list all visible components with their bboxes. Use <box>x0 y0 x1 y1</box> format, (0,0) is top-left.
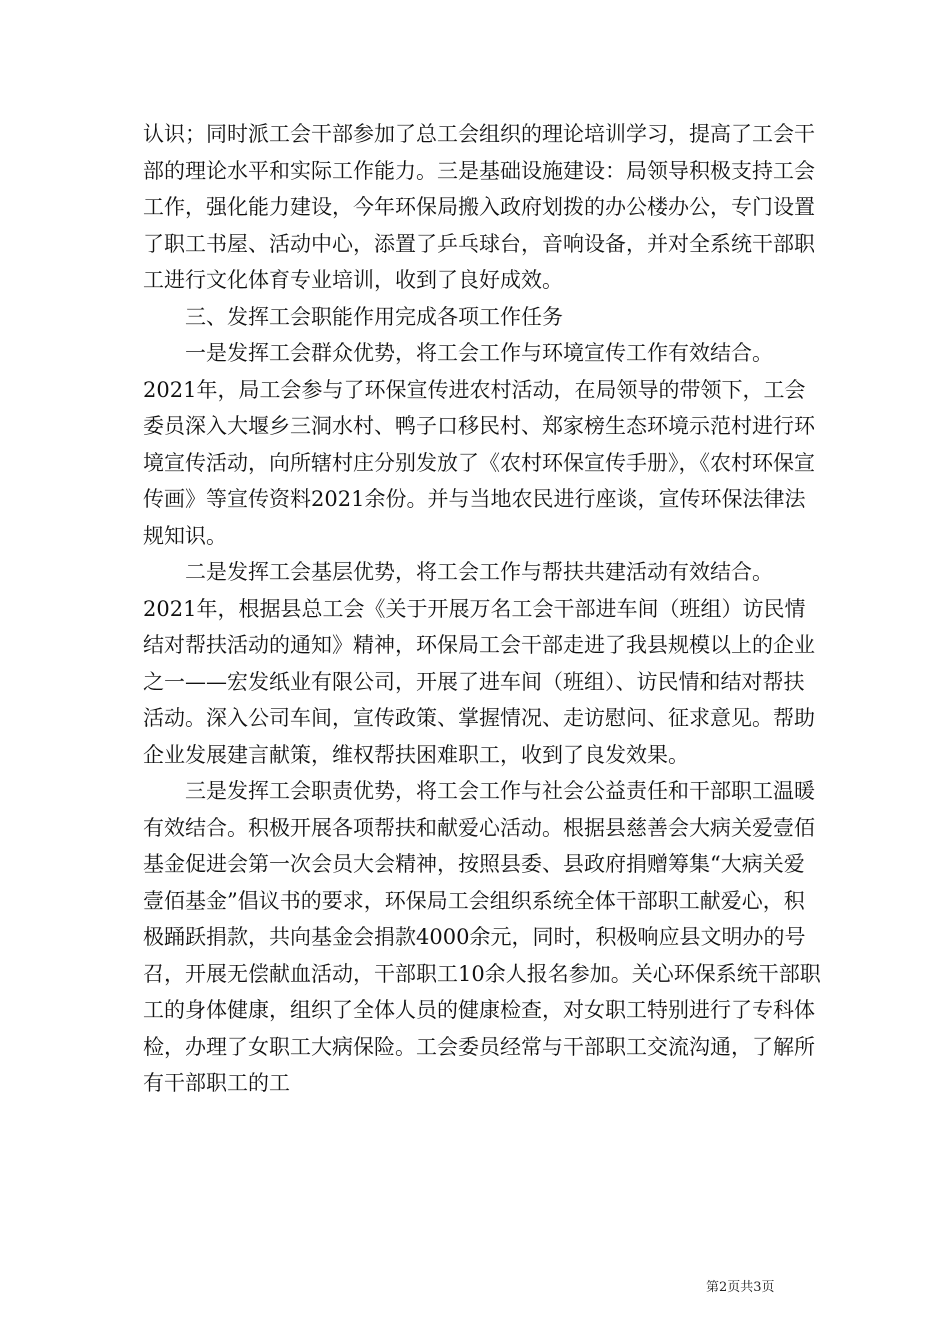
paragraph-infrastructure: 认识；同时派工会干部参加了总工会组织的理论培训学习，提高了工会干部的理论水平和实际工作能力。三是基础设施建设：局领导积极支持工会工作，强化能力建设，今年环保局搬入政府划拨的办公楼办公，专门设置了职工书屋、活动中心，添置了乒乓球台，音响设备，并对全系统干部职工进行文化体育专业培训，收到了良好成效。 <box>143 122 815 292</box>
paragraph-duty-advantage: 三是发挥工会职责优势，将工会工作与社会公益责任和干部职工温暖有效结合。积极开展各项帮扶和献爱心活动。根据县慈善会大病关爱壹佰基金促进会第一次会员大会精神，按照县委、县政府捐赠筹集“大病关爱壹佰基金”倡议书的要求，环保局工会组织系统全体干部职工献爱心，积极踊跃捐款，共向基金会捐款4000余元，同时，积极响应县文明办的号召，开展无偿献血活动，干部职工10余人报名参加。关心环保系统干部职工的身体健康，组织了全体人员的健康检查，对女职工特别进行了专科体检，办理了女职工大病保险。工会委员经常与干部职工交流沟通，了解所有干部职工的工 <box>143 779 821 1095</box>
page-number-footer: 第2页共3页 <box>706 1280 775 1295</box>
paragraph-mass-advantage: 一是发挥工会群众优势，将工会工作与环境宣传工作有效结合。2021年，局工会参与了环保宣传进农村活动，在局领导的带领下，工会委员深入大堰乡三洞水村、鸭子口移民村、郑家榜生态环境示范村进行环境宣传活动，向所辖村庄分别发放了《农村环保宣传手册》，《农村环保宣传画》等宣传资料2021余份。并与当地农民进行座谈，宣传环保法律法规知识。 <box>143 341 815 548</box>
section-heading-3: 三、发挥工会职能作用完成各项工作任务 <box>185 304 563 329</box>
paragraph-grassroots-advantage: 二是发挥工会基层优势，将工会工作与帮扶共建活动有效结合。2021年，根据县总工会《关于开展万名工会干部进车间（班组）访民情结对帮扶活动的通知》精神，环保局工会干部走进了我县规模以上的企业之一——宏发纸业有限公司，开展了进车间（班组）、访民情和结对帮扶活动。深入公司车间，宣传政策、掌握情况、走访慰问、征求意见。帮助企业发展建言献策，维权帮扶困难职工，收到了良发效果。 <box>143 560 815 767</box>
document-body <box>143 116 823 1102</box>
